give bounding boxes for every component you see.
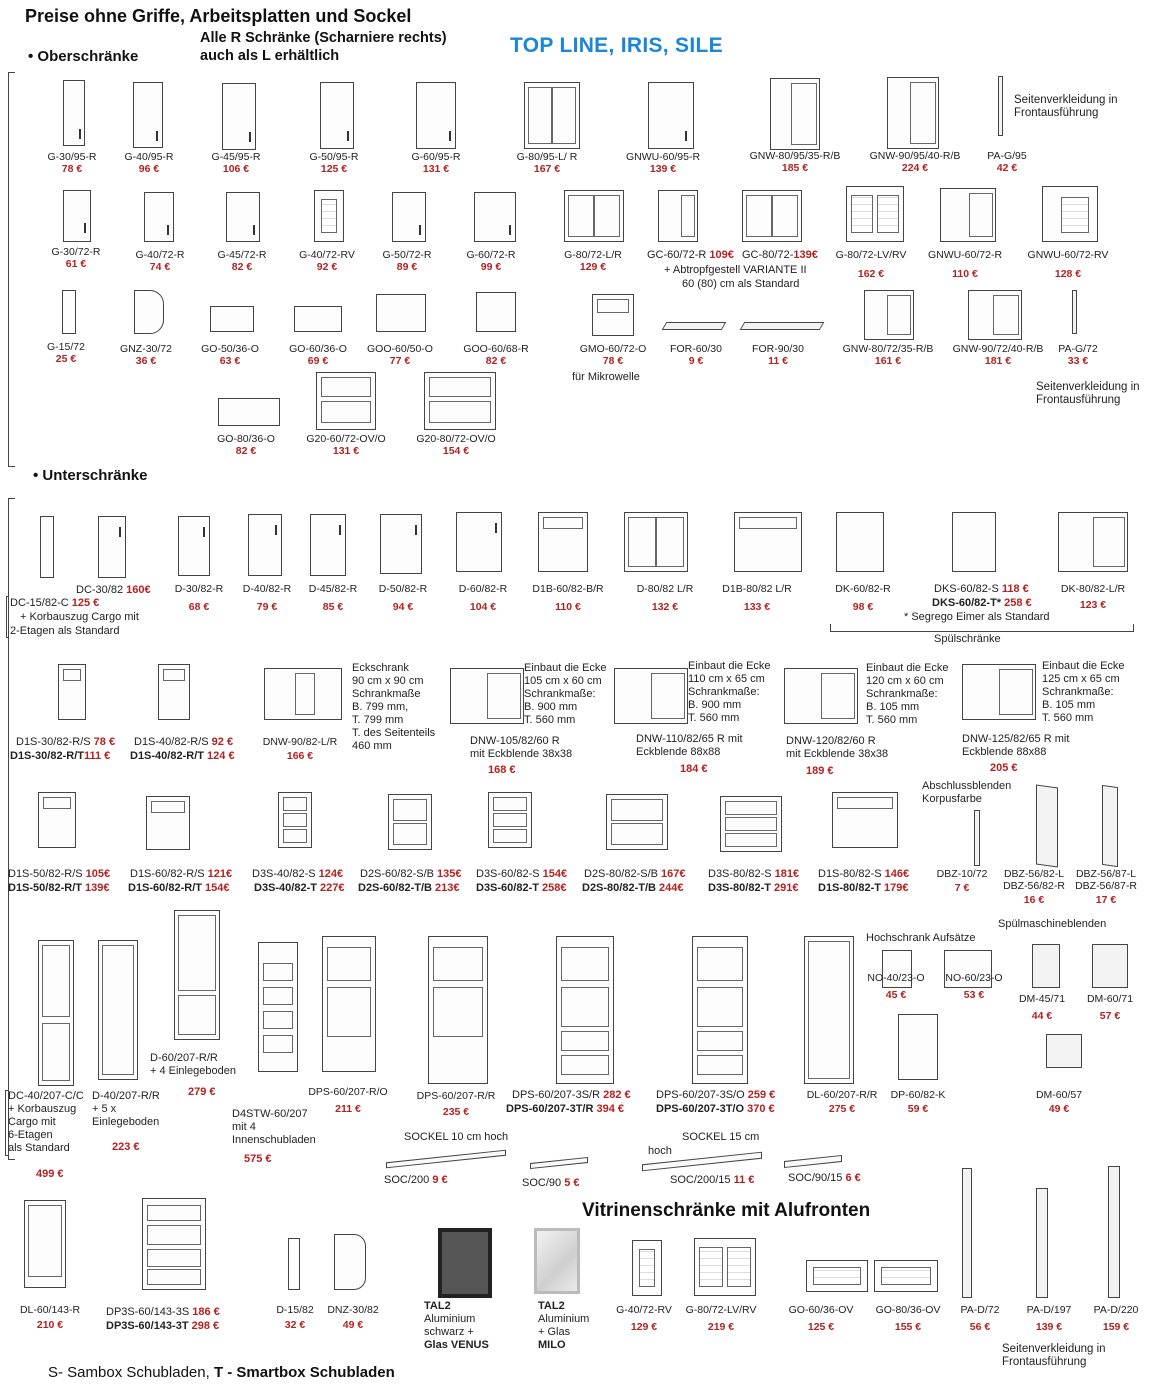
tall-cabinet-drawing bbox=[258, 942, 298, 1072]
cabinet-drawing bbox=[278, 792, 312, 848]
cabinet-drawing bbox=[846, 186, 904, 242]
product-dnw-90-82: DNW-90/82-L/R 166 € bbox=[262, 736, 338, 762]
product-dl-60-207: DL-60/207-R/R 275 € bbox=[806, 1089, 878, 1115]
product-dp3s-3t: DP3S-60/143-3T 298 € bbox=[106, 1320, 220, 1332]
cabinet-drawing bbox=[940, 188, 996, 242]
product-g-15-72: G-15/72 25 € bbox=[47, 341, 85, 365]
cabinet-drawing bbox=[320, 82, 354, 149]
product-pa-d-72: PA-D/72 56 € bbox=[960, 1304, 1000, 1333]
cabinet-drawing bbox=[98, 516, 126, 578]
cabinet-drawing bbox=[158, 664, 190, 720]
product-d1b-80-82: D1B-80/82 L/R 133 € bbox=[722, 583, 792, 613]
product-dk-60-82-r: DK-60/82-R 98 € bbox=[835, 583, 891, 613]
plinth-drawing bbox=[530, 1157, 588, 1169]
product-gc-60-72-r: GC-60/72-R 109€ bbox=[647, 249, 734, 261]
cabinet-drawing bbox=[248, 514, 282, 576]
product-gmo-60-72-o: GMO-60/72-O 78 € bbox=[579, 343, 647, 367]
product-dps-60-207-ro: DPS-60/207-R/O 211 € bbox=[308, 1086, 388, 1115]
cabinet-drawing bbox=[648, 82, 694, 149]
tal2-venus-label: TAL2 Aluminium schwarz + Glas VENUS bbox=[424, 1300, 489, 1351]
product-g-40-72-rv-alu: G-40/72-RV 129 € bbox=[616, 1304, 672, 1333]
product-dbz-56-82: DBZ-56/82-L DBZ-56/82-R 16 € bbox=[1003, 868, 1065, 906]
product-dc-40-207: DC-40/207-C/C + Korbauszug Cargo mit 6-Etagen als Standard bbox=[8, 1090, 84, 1154]
plinth-drawing bbox=[386, 1150, 506, 1169]
dnw110-note: Einbaut die Ecke 110 cm x 65 cm Schrankmaße: B. 900 mm T. 560 mm bbox=[688, 660, 771, 724]
cabinet-drawing bbox=[742, 190, 802, 242]
tall-cabinet-drawing bbox=[692, 936, 748, 1084]
product-d-15-82: D-15/82 32 € bbox=[276, 1304, 314, 1331]
product-d-40-207: D-40/207-R/R + 5 x Einlegeboden bbox=[92, 1090, 160, 1128]
product-d-80-82: D-80/82 L/R 132 € bbox=[636, 583, 694, 613]
product-dk-80-82: DK-80/82-L/R 123 € bbox=[1060, 583, 1126, 611]
tal2-milo-swatch bbox=[534, 1228, 580, 1294]
subtitle-line-1: Alle R Schränke (Scharniere rechts) bbox=[200, 30, 447, 46]
dc15-note-1: + Korbauszug Cargo mit bbox=[20, 611, 139, 623]
product-soc-200: SOC/200 9 € bbox=[384, 1174, 448, 1186]
product-dbz-56-87: DBZ-56/87-L DBZ-56/87-R 17 € bbox=[1075, 868, 1137, 906]
cabinet-drawing bbox=[1058, 512, 1128, 572]
product-d1s-30-t: D1S-30/82-R/T111 € bbox=[10, 750, 111, 762]
panel-drawing bbox=[1102, 785, 1118, 867]
cabinet-drawing bbox=[392, 192, 426, 242]
tall-cabinet-drawing bbox=[804, 936, 854, 1084]
cabinet-drawing bbox=[133, 82, 163, 148]
cabinet-drawing bbox=[770, 78, 820, 150]
side-panel-note-3: Seitenverkleidung in Frontausführung bbox=[1002, 1343, 1106, 1368]
cabinet-drawing bbox=[694, 1238, 756, 1296]
product-pa-g-72: PA-G/72 33 € bbox=[1058, 343, 1098, 367]
vitrine-heading: Vitrinenschränke mit Alufronten bbox=[582, 1200, 871, 1221]
product-gnw-80-72: GNW-80/72/35-R/B 161 € bbox=[842, 343, 934, 367]
product-dl-60-143: DL-60/143-R 210 € bbox=[19, 1304, 81, 1331]
product-d1s-80-t: D1S-80/82-T 179€ bbox=[818, 882, 909, 894]
product-dnw-120: DNW-120/82/60 R mit Eckblende 38x38 bbox=[786, 735, 889, 760]
cabinet-drawing bbox=[474, 192, 516, 242]
product-dps-3s-r: DPS-60/207-3S/R 282 € bbox=[512, 1089, 631, 1101]
cabinet-drawing bbox=[476, 292, 516, 332]
cabinet-drawing bbox=[898, 1014, 938, 1080]
product-d3s-40-s: D3S-40/82-S 124€ bbox=[252, 868, 344, 880]
cabinet-drawing bbox=[832, 792, 898, 848]
section-upper: • Oberschränke bbox=[28, 48, 139, 65]
product-dps-3t-r: DPS-60/207-3T/R 394 € bbox=[506, 1103, 625, 1115]
cabinet-drawing bbox=[624, 512, 688, 572]
product-goo-60-68-r: GOO-60/68-R 82 € bbox=[463, 343, 529, 367]
cabinet-drawing bbox=[606, 794, 668, 850]
cabinet-drawing bbox=[144, 192, 174, 242]
shelf-board-drawing bbox=[662, 322, 727, 330]
product-g-45-72-r: G-45/72-R 82 € bbox=[217, 249, 267, 273]
product-d3s-80-s: D3S-80/82-S 181€ bbox=[708, 868, 800, 880]
cabinet-drawing bbox=[226, 192, 260, 242]
cabinet-drawing bbox=[806, 1260, 868, 1292]
product-dbz-10-72: DBZ-10/72 7 € bbox=[936, 868, 988, 894]
plinth-drawing bbox=[784, 1155, 842, 1168]
dish-panels-label: Spülmaschineblenden bbox=[998, 918, 1107, 930]
product-gnz-30-72: GNZ-30/72 36 € bbox=[120, 343, 172, 367]
cabinet-drawing bbox=[836, 512, 884, 572]
product-gnwu-60-72-rv: GNWU-60/72-RV 128 € bbox=[1027, 249, 1109, 280]
product-no-60-23: NO-60/23-O 53 € bbox=[945, 972, 1003, 1001]
product-g-60-95-r: G-60/95-R 131 € bbox=[411, 151, 461, 175]
product-g-30-72-r: G-30/72-R 61 € bbox=[51, 246, 101, 270]
product-gc-80-72: GC-80/72-139€ bbox=[742, 249, 818, 261]
product-d1s-80-s: D1S-80/82-S 146€ bbox=[818, 868, 910, 880]
product-d1s-60-s: D1S-60/82-R/S 121€ bbox=[130, 868, 233, 880]
product-go-50-36-o: GO-50/36-O 63 € bbox=[201, 343, 259, 367]
dnw110-price: 184 € bbox=[680, 763, 708, 775]
product-d2s-60-t: D2S-60/82-T/B 213€ bbox=[358, 882, 460, 894]
product-d1s-50-s: D1S-50/82-R/S 105€ bbox=[8, 868, 111, 880]
cabinet-drawing bbox=[968, 290, 1022, 340]
cabinet-drawing bbox=[614, 668, 688, 724]
product-soc-90-15: SOC/90/15 6 € bbox=[788, 1172, 861, 1184]
product-g20-60-72: G20-60/72-OV/O 131 € bbox=[306, 433, 386, 457]
cabinet-drawing bbox=[962, 664, 1036, 720]
side-panel-note-2: Seitenverkleidung in Frontausführung bbox=[1036, 381, 1140, 406]
product-soc-90: SOC/90 5 € bbox=[522, 1177, 580, 1189]
cabinet-drawing bbox=[63, 80, 85, 146]
product-gnwu-60-95-r: GNWU-60/95-R 139 € bbox=[625, 151, 701, 175]
product-dps-3s-o: DPS-60/207-3S/O 259 € bbox=[656, 1089, 776, 1101]
dnw105-note: Einbaut die Ecke 105 cm x 60 cm Schrankmaße: B. 900 mm T. 560 mm bbox=[524, 662, 607, 726]
page-title: Preise ohne Griffe, Arbeitsplatten und Sockel bbox=[25, 6, 412, 26]
product-goo-60-50-o: GOO-60/50-O 77 € bbox=[367, 343, 433, 367]
cabinet-drawing bbox=[887, 77, 939, 149]
product-g20-80-72: G20-80/72-OV/O 154 € bbox=[416, 433, 496, 457]
shelf-drawing bbox=[134, 290, 164, 334]
tall-cabinet-drawing bbox=[174, 910, 220, 1040]
product-g-50-72-r: G-50/72-R 89 € bbox=[382, 249, 432, 273]
product-go-80-36-o: GO-80/36-O 82 € bbox=[217, 433, 275, 457]
product-d2s-80-t: D2S-80/82-T/B 244€ bbox=[582, 882, 684, 894]
product-d1s-60-t: D1S-60/82-R/T 154€ bbox=[128, 882, 230, 894]
cabinet-drawing bbox=[178, 516, 210, 576]
panel-drawing bbox=[962, 1168, 972, 1298]
panel-drawing bbox=[1036, 784, 1058, 867]
side-panel-note-1: Seitenverkleidung in Frontausführung bbox=[1014, 94, 1118, 119]
product-d3s-60-s: D3S-60/82-S 154€ bbox=[476, 868, 568, 880]
product-dp3s-3s: DP3S-60/143-3S 186 € bbox=[106, 1306, 220, 1318]
cabinet-drawing bbox=[376, 294, 426, 332]
panel-drawing bbox=[974, 810, 980, 866]
tall-cabinet-drawing bbox=[322, 936, 376, 1072]
product-d3s-60-t: D3S-60/82-T 258€ bbox=[476, 882, 567, 894]
product-g-80-72-lv-alu: G-80/72-LV/RV 219 € bbox=[685, 1304, 757, 1333]
brand-heading: TOP LINE, IRIS, SILE bbox=[510, 34, 723, 57]
product-d4stw: D4STW-60/207 mit 4 Innenschubladen bbox=[232, 1108, 316, 1146]
dnw125-price: 205 € bbox=[990, 762, 1018, 774]
product-g-40-72-rv: G-40/72-RV 92 € bbox=[299, 249, 355, 273]
product-d3s-80-t: D3S-80/82-T 291€ bbox=[708, 882, 799, 894]
side-panel-drawing bbox=[998, 76, 1003, 136]
segrego-note: * Segrego Eimer als Standard bbox=[904, 611, 1050, 623]
tall-cabinet-drawing bbox=[556, 936, 614, 1084]
panel-drawing bbox=[1036, 1188, 1048, 1298]
cabinet-drawing bbox=[264, 668, 342, 720]
product-dc-30-82: DC-30/82 160€ bbox=[76, 584, 151, 596]
dnw120-note: Einbaut die Ecke 120 cm x 60 cm Schrankmaße: B. 105 mm T. 560 mm bbox=[866, 662, 949, 726]
d60-price: 279 € bbox=[188, 1086, 216, 1098]
cabinet-drawing bbox=[294, 306, 342, 332]
cabinet-drawing bbox=[1042, 186, 1098, 242]
cabinet-drawing bbox=[24, 1200, 66, 1288]
cabinet-drawing bbox=[63, 190, 91, 242]
cabinet-drawing bbox=[538, 512, 588, 572]
product-dnz-30-82: DNZ-30/82 49 € bbox=[327, 1304, 379, 1331]
shelf-drawing bbox=[334, 1234, 366, 1290]
microwave-note: für Mikrowelle bbox=[572, 371, 640, 383]
dnw125-note: Einbaut die Ecke 125 cm x 65 cm Schrankmaße: B. 105 mm T. 560 mm bbox=[1042, 660, 1125, 724]
cabinet-drawing bbox=[456, 512, 502, 572]
product-d1b-60-82: D1B-60/82-B/R 110 € bbox=[532, 583, 604, 613]
product-pa-d-220: PA-D/220 159 € bbox=[1093, 1304, 1139, 1333]
product-go-60-36-ov: GO-60/36-OV 125 € bbox=[788, 1304, 854, 1333]
cabinet-drawing bbox=[450, 668, 524, 724]
abschluss-note: Abschlussblenden Korpusfarbe bbox=[922, 780, 1012, 805]
sockel-10-label: SOCKEL 10 cm hoch bbox=[404, 1131, 509, 1143]
cabinet-drawing bbox=[416, 82, 456, 149]
product-for-60-30: FOR-60/30 9 € bbox=[670, 343, 722, 367]
product-g-40-72-r: G-40/72-R 74 € bbox=[135, 249, 185, 273]
product-d-40-82-r: D-40/82-R 79 € bbox=[242, 583, 292, 613]
product-for-90-30: FOR-90/30 11 € bbox=[752, 343, 804, 367]
product-dm-45-71: DM-45/71 44 € bbox=[1018, 993, 1066, 1022]
eck-note: Eckschrank 90 cm x 90 cm Schrankmaße B. 799 mm, T. 799 mm T. des Seitenteils 460 mm bbox=[352, 662, 436, 752]
cabinet-drawing bbox=[380, 514, 422, 574]
dc15-bracket bbox=[6, 596, 9, 638]
product-gnwu-60-72-r: GNWU-60/72-R 110 € bbox=[927, 249, 1003, 280]
product-d-30-82-r: D-30/82-R 68 € bbox=[174, 583, 224, 613]
page-subtitle bbox=[200, 29, 500, 65]
panel-drawing bbox=[1108, 1166, 1120, 1298]
product-dks-60-82-s: DKS-60/82-S 118 € bbox=[934, 583, 1029, 595]
product-g-80-95: G-80/95-L/ R 167 € bbox=[516, 151, 578, 175]
product-g-80-72-lr: G-80/72-L/R 129 € bbox=[564, 249, 622, 273]
product-pa-d-197: PA-D/197 139 € bbox=[1026, 1304, 1072, 1333]
dc15-note-2: 2-Etagen als Standard bbox=[10, 625, 120, 637]
product-dks-60-82-t: DKS-60/82-T* 258 € bbox=[932, 597, 1032, 609]
tall-cabinet-drawing bbox=[38, 940, 74, 1086]
side-panel-drawing bbox=[1072, 290, 1077, 334]
product-no-40-23: NO-40/23-O 45 € bbox=[867, 972, 925, 1001]
product-d1s-50-t: D1S-50/82-R/T 139€ bbox=[8, 882, 110, 894]
cabinet-drawing bbox=[388, 794, 432, 850]
cabinet-drawing bbox=[38, 792, 76, 848]
product-gnw-80-95: GNW-80/95/35-R/B 185 € bbox=[749, 150, 841, 174]
cabinet-drawing bbox=[734, 512, 802, 572]
shelf-drawing bbox=[62, 290, 76, 334]
product-gnw-90-72: GNW-90/72/40-R/B 181 € bbox=[952, 343, 1044, 367]
cabinet-drawing bbox=[142, 1198, 206, 1290]
product-g-30-95-r: G-30/95-R 78 € bbox=[47, 151, 97, 175]
cabinet-drawing bbox=[424, 372, 496, 430]
shelf-drawing bbox=[288, 1238, 300, 1290]
hoch-label: Hochschrank Aufsätze bbox=[866, 932, 976, 944]
product-d1s-40-t: D1S-40/82-R/T 124 € bbox=[130, 750, 235, 762]
product-d-45-82-r: D-45/82-R 85 € bbox=[308, 583, 358, 613]
product-d-60-207: D-60/207-R/R + 4 Einlegeboden bbox=[150, 1052, 236, 1077]
gc-note-1: + Abtropfgestell VARIANTE II bbox=[664, 264, 807, 276]
cabinet-drawing bbox=[40, 516, 54, 578]
product-d-60-82-r: D-60/82-R 104 € bbox=[458, 583, 508, 613]
cabinet-drawing bbox=[210, 306, 254, 332]
product-dnw-125: DNW-125/82/65 R mit Eckblende 88x88 bbox=[962, 733, 1070, 758]
dnw120-price: 189 € bbox=[806, 765, 834, 777]
product-dps-60-207-rr: DPS-60/207-R/R 235 € bbox=[416, 1090, 496, 1118]
sockel-15-label: SOCKEL 15 cm bbox=[682, 1131, 760, 1143]
dnw105-price: 168 € bbox=[488, 764, 516, 776]
cabinet-drawing bbox=[316, 372, 376, 430]
footer-legend: S- Sambox Schubladen, T - Smartbox Schubladen bbox=[48, 1364, 395, 1381]
tal2-milo-label: TAL2 Aluminium + Glas MILO bbox=[538, 1300, 590, 1351]
cabinet-drawing bbox=[314, 190, 344, 242]
product-g-45-95-r: G-45/95-R 106 € bbox=[211, 151, 261, 175]
cabinet-drawing bbox=[564, 190, 624, 242]
cabinet-drawing bbox=[784, 668, 858, 724]
dc40-price: 499 € bbox=[36, 1168, 64, 1180]
product-dm-60-71: DM-60/71 57 € bbox=[1086, 993, 1134, 1022]
sockel-15-label-2: hoch bbox=[648, 1145, 672, 1157]
product-go-80-36-ov: GO-80/36-OV 155 € bbox=[875, 1304, 941, 1333]
product-d1s-40-s: D1S-40/82-R/S 92 € bbox=[134, 736, 234, 748]
cabinet-drawing bbox=[864, 290, 914, 340]
gc-note-2: 60 (80) cm als Standard bbox=[682, 278, 800, 290]
cabinet-drawing bbox=[222, 83, 256, 150]
product-dps-3t-o: DPS-60/207-3T/O 370 € bbox=[656, 1103, 775, 1115]
cabinet-drawing bbox=[488, 792, 532, 848]
product-dp-60-82-k: DP-60/82-K 59 € bbox=[890, 1089, 946, 1115]
tal2-venus-swatch bbox=[438, 1228, 492, 1298]
panel-drawing bbox=[1046, 1034, 1082, 1068]
tall-cabinet-drawing bbox=[98, 940, 138, 1080]
product-dm-60-57: DM-60/57 49 € bbox=[1035, 1089, 1083, 1115]
sink-bracket bbox=[830, 624, 1134, 632]
product-gnw-90-95: GNW-90/95/40-R/B 224 € bbox=[869, 150, 961, 174]
product-d2s-60-s: D2S-60/82-S/B 135€ bbox=[360, 868, 462, 880]
panel-drawing bbox=[1032, 944, 1060, 988]
product-g-50-95-r: G-50/95-R 125 € bbox=[309, 151, 359, 175]
tall-cabinet-drawing bbox=[428, 936, 488, 1084]
product-go-60-36-o: GO-60/36-O 69 € bbox=[289, 343, 347, 367]
shelf-board-drawing bbox=[740, 322, 825, 330]
cabinet-drawing bbox=[874, 1260, 938, 1292]
d4stw-price: 575 € bbox=[244, 1153, 272, 1165]
cabinet-drawing bbox=[218, 398, 280, 426]
product-dnw-105: DNW-105/82/60 R mit Eckblende 38x38 bbox=[470, 735, 573, 760]
cabinet-drawing bbox=[58, 664, 86, 720]
product-d2s-80-s: D2S-80/82-S/B 167€ bbox=[584, 868, 686, 880]
dc40-bracket bbox=[5, 1090, 8, 1156]
product-pa-g-95: PA-G/95 42 € bbox=[987, 150, 1027, 174]
subtitle-line-2: auch als L erhältlich bbox=[200, 48, 340, 64]
product-soc-200-15: SOC/200/15 11 € bbox=[670, 1174, 755, 1186]
product-d-50-82-r: D-50/82-R 94 € bbox=[378, 583, 428, 613]
product-g-40-95-r: G-40/95-R 96 € bbox=[124, 151, 174, 175]
panel-drawing bbox=[1092, 944, 1128, 988]
product-d1s-30-s: D1S-30/82-R/S 78 € bbox=[16, 736, 116, 748]
cabinet-drawing bbox=[310, 514, 346, 576]
section-lower: • Unterschränke bbox=[33, 467, 148, 484]
product-d3s-40-t: D3S-40/82-T 227€ bbox=[254, 882, 345, 894]
d40-price: 223 € bbox=[112, 1141, 140, 1153]
product-g-80-72-lv: G-80/72-LV/RV 162 € bbox=[835, 249, 907, 280]
cabinet-drawing bbox=[632, 1240, 662, 1296]
cabinet-drawing bbox=[952, 512, 996, 572]
cabinet-drawing bbox=[658, 190, 698, 242]
cabinet-drawing bbox=[720, 796, 782, 852]
product-dnw-110: DNW-110/82/65 R mit Eckblende 88x88 bbox=[636, 733, 743, 758]
cabinet-drawing bbox=[146, 796, 190, 850]
product-dc-15-82-c: DC-15/82-C 125 € bbox=[10, 597, 100, 609]
product-g-60-72-r: G-60/72-R 99 € bbox=[466, 249, 516, 273]
cabinet-drawing bbox=[592, 294, 634, 336]
upper-bracket bbox=[8, 72, 15, 467]
cabinet-drawing bbox=[524, 82, 580, 149]
sink-label: Spülschränke bbox=[934, 633, 1001, 645]
